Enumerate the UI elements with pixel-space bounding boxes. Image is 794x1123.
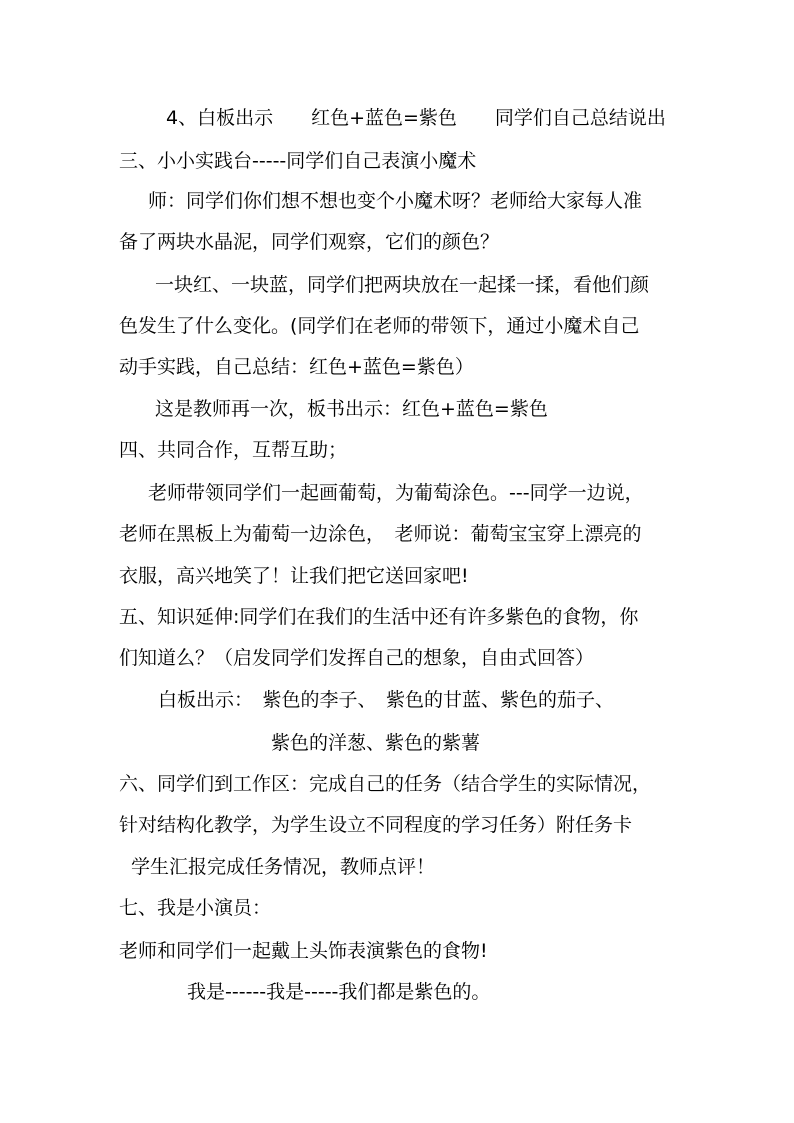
text-line-21: 老师和同学们一起戴上头饰表演紫色的食物!	[119, 940, 488, 962]
text-line-19: 学生汇报完成任务情况，教师点评！	[131, 856, 436, 878]
text-line-4: 备了两块水晶泥，同学们观察，它们的颜色？	[119, 231, 500, 253]
text-line-11: 老师在黑板上为葡萄一边涂色， 老师说：葡萄宝宝穿上漂亮的	[119, 523, 642, 545]
text-line-10: 老师带领同学们一起画葡萄，为葡萄涂色。---同学一边说，	[148, 482, 644, 504]
text-line-6: 色发生了什么变化。(同学们在老师的带领下，通过小魔术自己	[119, 315, 640, 337]
text-line-3: 师：同学们你们想不想也变个小魔术呀？老师给大家每人准	[148, 190, 643, 212]
text-line-14: 们知道么？（启发同学们发挥自己的想象，自由式回答）	[119, 647, 595, 669]
text-line-18: 针对结构化教学，为学生设立不同程度的学习任务）附任务卡	[119, 814, 633, 836]
text-line-22: 我是------我是-----我们都是紫色的。	[187, 981, 491, 1003]
text-line-1: 4、白板出示 红色+蓝色=紫色 同学们自己总结说出	[166, 107, 666, 129]
text-line-16: 紫色的洋葱、紫色的紫薯	[271, 732, 481, 754]
section-heading-6: 六、同学们到工作区：完成自己的任务（结合学生的实际情况，	[119, 773, 652, 795]
section-heading-5: 五、知识延伸:同学们在我们的生活中还有许多紫色的食物，你	[119, 606, 639, 628]
section-heading-7: 七、我是小演员：	[119, 897, 272, 919]
text-line-15: 白板出示： 紫色的李子、 紫色的甘蓝、紫色的茄子、	[158, 689, 615, 711]
text-line-8: 这是教师再一次，板书出示：红色+蓝色=紫色	[155, 398, 548, 420]
section-heading-3: 三、小小实践台-----同学们自己表演小魔术	[119, 150, 477, 172]
text-line-7: 动手实践，自己总结：红色+蓝色=紫色）	[119, 356, 474, 378]
text-line-12: 衣服，高兴地笑了！让我们把它送回家吧!	[119, 565, 469, 587]
section-heading-4: 四、共同合作，互帮互助；	[119, 439, 348, 461]
text-line-5: 一块红、一块蓝，同学们把两块放在一起揉一揉，看他们颜	[155, 274, 650, 296]
